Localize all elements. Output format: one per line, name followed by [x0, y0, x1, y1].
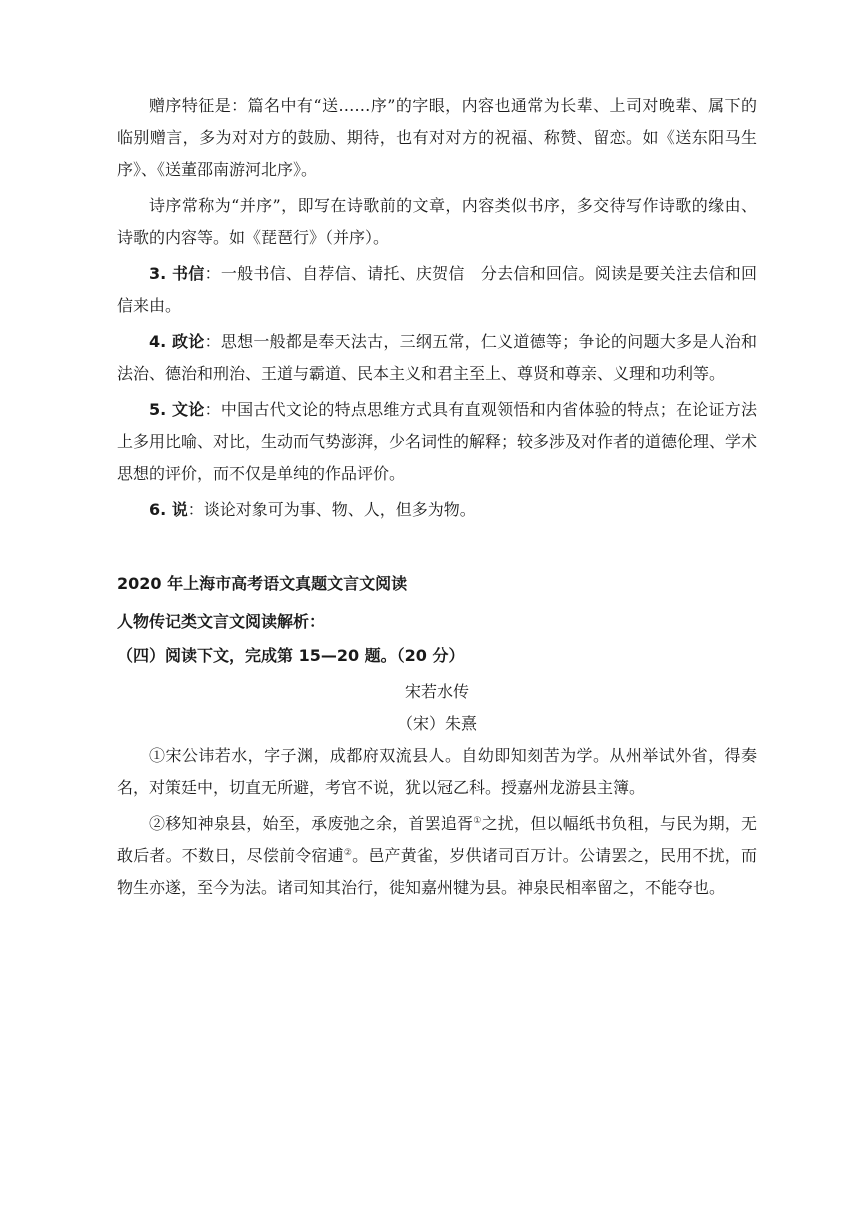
- document-content: [117, 90, 757, 908]
- paragraph-shuo: [117, 494, 757, 526]
- passage-paragraph-1: ①宋公讳若水，字子渊，成都府双流县人。自幼即知刻苦为学。从州举试外省，得奏名，对策廷中，切直无所避，考官不说，犹以冠乙科。授嘉州龙游县主簿。: [117, 746, 757, 797]
- footnote-marker: ①: [473, 816, 482, 826]
- label-shuo: 6. 说: [149, 500, 188, 519]
- passage-text: 之扰，但以幅纸书负租，与民为期，无敢后者。不数日，尽偿前令宿逋: [117, 814, 757, 865]
- section-heading: 2020 年上海市高考语文真题文言文阅读: [117, 574, 408, 593]
- section-subheading: 人物传记类文言文阅读解析：: [117, 612, 326, 631]
- footnote-marker: ②: [343, 848, 353, 858]
- passage-author: （宋）朱熹: [396, 714, 477, 733]
- label-shuxin: 3. 书信: [149, 264, 205, 283]
- passage-paragraph-2: [117, 808, 757, 904]
- paragraph-zhenglun: [117, 326, 757, 390]
- passage-text: ②移知神泉县，始至，承废弛之余，首罢追胥: [149, 814, 474, 833]
- paragraph-shuxin: [117, 258, 757, 322]
- section-gap: [117, 530, 757, 568]
- text-shuo: ：谈论对象可为事、物、人，但多为物。: [187, 500, 476, 519]
- passage-text: 。邑产黄雀，岁供诸司百万计。公请罢之，民用不扰，而物生亦遂，至今为法。诸司知其治行，徙知嘉州犍为县。神泉民相率留之，不能夺也。: [117, 846, 757, 897]
- text-wenlun: ：中国古代文论的特点思维方式具有直观领悟和内省体验的特点；在论证方法上多用比喻、对比，生动而气势澎湃，少名词性的解释；较多涉及对作者的道德伦理、学术思想的评价，而不仅是单纯的作品评价。: [117, 400, 758, 483]
- paragraph-wenlun: [117, 394, 757, 490]
- paragraph-zengxu: 赠序特征是：篇名中有“送……序”的字眼，内容也通常为长辈、上司对晚辈、属下的临别赠言，多为对对方的鼓励、期待，也有对对方的祝福、称赞、留恋。如《送东阳马生序》、《送董邵南游河北序》。: [117, 96, 757, 179]
- passage-title: 宋若水传: [404, 682, 469, 701]
- label-wenlun: 5. 文论: [149, 400, 205, 419]
- paragraph-shixu: 诗序常称为“并序”，即写在诗歌前的文章，内容类似书序，多交待写作诗歌的缘由、诗歌的内容等。如《琵琶行》（并序）。: [117, 196, 757, 247]
- question-prompt: （四）阅读下文，完成第 15—20 题。（20 分）: [117, 646, 465, 665]
- label-zhenglun: 4. 政论: [149, 332, 205, 351]
- text-zhenglun: ：思想一般都是奉天法古，三纲五常，仁义道德等；争论的问题大多是人治和法治、德治和刑治、王道与霸道、民本主义和君主至上、尊贤和尊亲、义理和功利等。: [117, 332, 757, 383]
- text-shuxin: ：一般书信、自荐信、请托、庆贺信 分去信和回信。阅读是要关注去信和回信来由。: [117, 264, 757, 315]
